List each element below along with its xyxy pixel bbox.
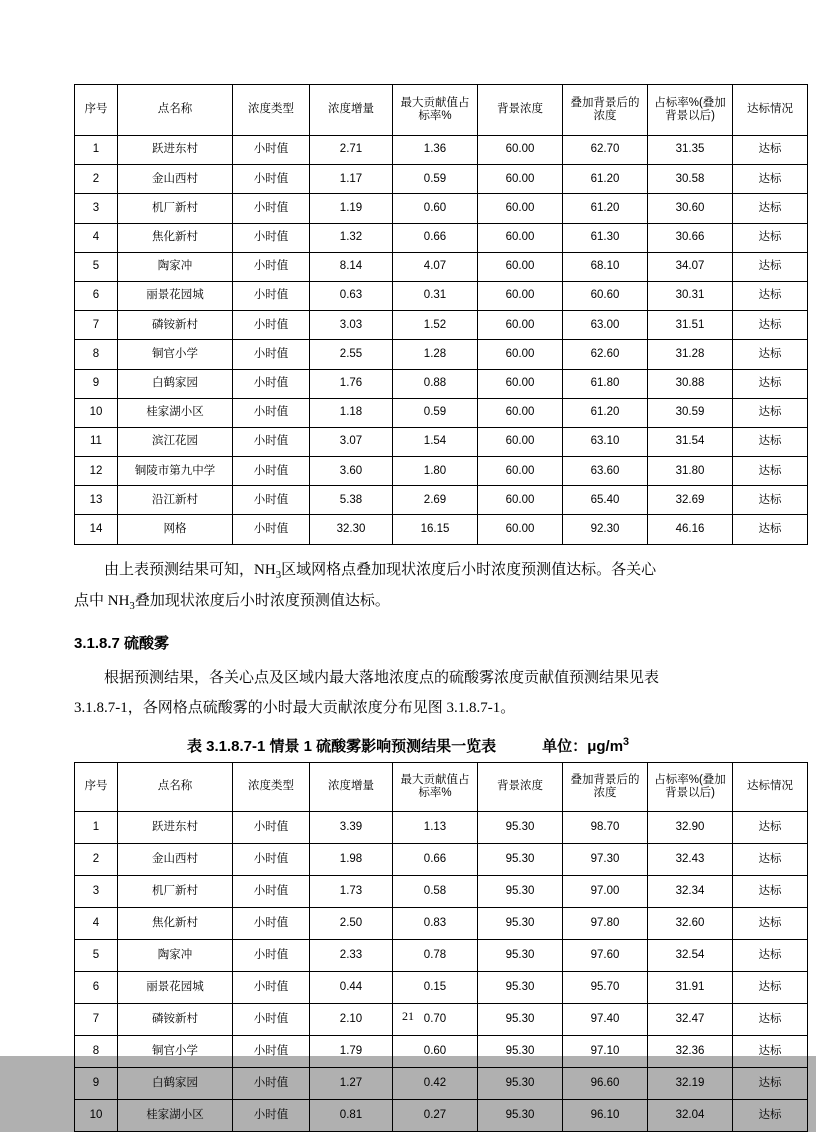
cell-max-contrib-rate: 0.27 (393, 1099, 478, 1131)
cell-background-conc: 95.30 (478, 1099, 563, 1131)
cell-conc-type: 小时值 (233, 875, 310, 907)
table-row (75, 398, 808, 427)
cell-background-conc: 95.30 (478, 875, 563, 907)
cell-compliance: 达标 (733, 515, 808, 544)
paragraph-nh3-conclusion-line2 (74, 586, 742, 618)
cell-standard-rate: 32.54 (648, 939, 733, 971)
cell-sum-conc: 61.20 (563, 194, 648, 223)
cell-standard-rate: 30.88 (648, 369, 733, 398)
cell-background-conc: 60.00 (478, 281, 563, 310)
cell-point-name: 磷铵新村 (118, 1003, 233, 1035)
cell-standard-rate: 31.54 (648, 427, 733, 456)
table-row (75, 281, 808, 310)
cell-sum-conc: 97.60 (563, 939, 648, 971)
text-part-d: 叠加现状浓度后小时浓度预测值达标。 (134, 593, 390, 610)
cell-standard-rate: 30.66 (648, 223, 733, 252)
cell-compliance: 达标 (733, 971, 808, 1003)
table-header (75, 85, 808, 136)
cell-background-conc: 60.00 (478, 340, 563, 369)
table-header-row (75, 762, 808, 811)
cell-seq: 13 (75, 486, 118, 515)
cell-point-name: 网格 (118, 515, 233, 544)
table-row (75, 136, 808, 165)
table-row (75, 369, 808, 398)
cell-max-contrib-rate: 0.88 (393, 369, 478, 398)
cell-seq: 1 (75, 136, 118, 165)
cell-point-name: 机厂新村 (118, 875, 233, 907)
text-part-b: 区域网格点叠加现状浓度后小时浓度预测值达标。各关心 (281, 561, 657, 578)
cell-conc-type: 小时值 (233, 194, 310, 223)
cell-sum-conc: 97.80 (563, 907, 648, 939)
cell-point-name: 沿江新村 (118, 486, 233, 515)
cell-compliance: 达标 (733, 486, 808, 515)
cell-sum-conc: 97.10 (563, 1035, 648, 1067)
cell-standard-rate: 30.60 (648, 194, 733, 223)
cell-background-conc: 60.00 (478, 427, 563, 456)
table2-caption-text: 表 3.1.8.7-1 情景 1 硫酸雾影响预测结果一览表 (186, 737, 497, 755)
cell-conc-increment: 2.33 (310, 939, 393, 971)
cell-point-name: 陶家冲 (118, 252, 233, 281)
cell-standard-rate: 31.51 (648, 311, 733, 340)
cell-max-contrib-rate: 0.60 (393, 1035, 478, 1067)
cell-sum-conc: 63.60 (563, 457, 648, 486)
cell-standard-rate: 46.16 (648, 515, 733, 544)
cell-conc-increment: 8.14 (310, 252, 393, 281)
col-header-point-name: 点名称 (118, 85, 233, 136)
cell-conc-type: 小时值 (233, 340, 310, 369)
cell-standard-rate: 31.28 (648, 340, 733, 369)
cell-point-name: 丽景花园城 (118, 281, 233, 310)
cell-standard-rate: 32.34 (648, 875, 733, 907)
cell-max-contrib-rate: 4.07 (393, 252, 478, 281)
cell-max-contrib-rate: 0.15 (393, 971, 478, 1003)
cell-standard-rate: 30.59 (648, 398, 733, 427)
cell-standard-rate: 30.31 (648, 281, 733, 310)
cell-point-name: 铜陵市第九中学 (118, 457, 233, 486)
cell-point-name: 机厂新村 (118, 194, 233, 223)
cell-seq: 11 (75, 427, 118, 456)
cell-conc-increment: 3.60 (310, 457, 393, 486)
table-row (75, 340, 808, 369)
cell-compliance: 达标 (733, 1099, 808, 1131)
cell-compliance: 达标 (733, 1067, 808, 1099)
cell-max-contrib-rate: 0.59 (393, 165, 478, 194)
cell-max-contrib-rate: 1.36 (393, 136, 478, 165)
table-row (75, 427, 808, 456)
cell-conc-increment: 2.10 (310, 1003, 393, 1035)
table-row (75, 194, 808, 223)
cell-conc-increment: 1.32 (310, 223, 393, 252)
cell-background-conc: 60.00 (478, 398, 563, 427)
col-header-seq: 序号 (75, 762, 118, 811)
cell-standard-rate: 32.04 (648, 1099, 733, 1131)
table-row (75, 971, 808, 1003)
col-header-compliance: 达标情况 (733, 762, 808, 811)
cell-conc-type: 小时值 (233, 939, 310, 971)
cell-compliance: 达标 (733, 1003, 808, 1035)
cell-conc-increment: 3.39 (310, 811, 393, 843)
cell-conc-type: 小时值 (233, 515, 310, 544)
cell-seq: 7 (75, 1003, 118, 1035)
cell-compliance: 达标 (733, 907, 808, 939)
page-number: 21 (402, 1009, 414, 1023)
table-row (75, 907, 808, 939)
cell-conc-type: 小时值 (233, 907, 310, 939)
cell-compliance: 达标 (733, 875, 808, 907)
section-heading-3-1-8-7: 3.1.8.7 硫酸雾 (74, 634, 170, 652)
cell-seq: 14 (75, 515, 118, 544)
col-header-background-conc: 背景浓度 (478, 85, 563, 136)
cell-seq: 10 (75, 398, 118, 427)
cell-conc-type: 小时值 (233, 281, 310, 310)
col-header-point-name: 点名称 (118, 762, 233, 811)
cell-compliance: 达标 (733, 340, 808, 369)
table-nh3-results (74, 84, 808, 545)
cell-seq: 6 (75, 281, 118, 310)
cell-background-conc: 95.30 (478, 1003, 563, 1035)
cell-background-conc: 60.00 (478, 369, 563, 398)
col-header-max-contrib-rate: 最大贡献值占标率% (393, 85, 478, 136)
cell-compliance: 达标 (733, 427, 808, 456)
col-header-conc-increment: 浓度增量 (310, 762, 393, 811)
table2-caption (74, 735, 742, 756)
cell-background-conc: 60.00 (478, 194, 563, 223)
cell-sum-conc: 63.00 (563, 311, 648, 340)
cell-compliance: 达标 (733, 939, 808, 971)
cell-seq: 3 (75, 194, 118, 223)
cell-background-conc: 60.00 (478, 165, 563, 194)
table-row (75, 486, 808, 515)
cell-conc-increment: 1.98 (310, 843, 393, 875)
cell-sum-conc: 61.30 (563, 223, 648, 252)
cell-conc-type: 小时值 (233, 369, 310, 398)
col-header-standard-rate: 占标率%(叠加背景以后) (648, 762, 733, 811)
cell-point-name: 磷铵新村 (118, 311, 233, 340)
cell-conc-increment: 32.30 (310, 515, 393, 544)
cell-compliance: 达标 (733, 457, 808, 486)
cell-max-contrib-rate: 0.59 (393, 398, 478, 427)
cell-max-contrib-rate: 1.54 (393, 427, 478, 456)
table-header-row (75, 85, 808, 136)
table2-unit: 单位：$\mu g/m^3$ (542, 735, 630, 755)
cell-max-contrib-rate: 1.80 (393, 457, 478, 486)
cell-seq: 5 (75, 252, 118, 281)
cell-conc-increment: 3.03 (310, 311, 393, 340)
table-body (75, 811, 808, 1131)
table-header (75, 762, 808, 811)
formula-nh3-sub: 3 (129, 600, 135, 613)
cell-seq: 8 (75, 1035, 118, 1067)
cell-conc-type: 小时值 (233, 1003, 310, 1035)
cell-seq: 9 (75, 369, 118, 398)
cell-max-contrib-rate: 1.52 (393, 311, 478, 340)
col-header-background-conc: 背景浓度 (478, 762, 563, 811)
cell-standard-rate: 32.36 (648, 1035, 733, 1067)
cell-conc-increment: 1.18 (310, 398, 393, 427)
paragraph-nh3-conclusion-line1 (74, 555, 742, 587)
col-header-max-contrib-rate: 最大贡献值占标率% (393, 762, 478, 811)
cell-conc-increment: 1.27 (310, 1067, 393, 1099)
cell-point-name: 桂家湖小区 (118, 1099, 233, 1131)
cell-compliance: 达标 (733, 194, 808, 223)
cell-point-name: 白鹤家园 (118, 1067, 233, 1099)
cell-background-conc: 60.00 (478, 486, 563, 515)
cell-seq: 10 (75, 1099, 118, 1131)
cell-seq: 2 (75, 843, 118, 875)
cell-max-contrib-rate: 0.66 (393, 843, 478, 875)
cell-conc-type: 小时值 (233, 398, 310, 427)
cell-point-name: 跃进东村 (118, 136, 233, 165)
cell-sum-conc: 97.40 (563, 1003, 648, 1035)
cell-conc-type: 小时值 (233, 457, 310, 486)
cell-point-name: 桂家湖小区 (118, 398, 233, 427)
cell-compliance: 达标 (733, 165, 808, 194)
cell-conc-type: 小时值 (233, 311, 310, 340)
cell-sum-conc: 97.30 (563, 843, 648, 875)
cell-point-name: 滨江花园 (118, 427, 233, 456)
col-header-compliance: 达标情况 (733, 85, 808, 136)
cell-standard-rate: 32.60 (648, 907, 733, 939)
cell-background-conc: 95.30 (478, 1035, 563, 1067)
cell-seq: 9 (75, 1067, 118, 1099)
paragraph-sulfuric-intro-line2: 3.1.8.7-1，各网格点硫酸雾的小时最大贡献浓度分布见图 3.1.8.7-1。 (74, 699, 516, 716)
text-part-a: 由上表预测结果可知， (104, 561, 255, 578)
cell-seq: 4 (75, 223, 118, 252)
cell-conc-type: 小时值 (233, 486, 310, 515)
cell-standard-rate: 32.47 (648, 1003, 733, 1035)
cell-conc-type: 小时值 (233, 971, 310, 1003)
cell-background-conc: 95.30 (478, 907, 563, 939)
cell-point-name: 焦化新村 (118, 907, 233, 939)
table-row (75, 843, 808, 875)
cell-compliance: 达标 (733, 811, 808, 843)
cell-sum-conc: 60.60 (563, 281, 648, 310)
cell-point-name: 白鹤家园 (118, 369, 233, 398)
paragraph-sulfuric-intro-line1: 根据预测结果，各关心点及区域内最大落地浓度点的硫酸雾浓度贡献值预测结果见表 (104, 669, 660, 686)
formula-nh3: $NH_3$ (254, 561, 282, 581)
table-row (75, 1067, 808, 1099)
table-row (75, 515, 808, 544)
col-header-conc-increment: 浓度增量 (310, 85, 393, 136)
cell-standard-rate: 32.90 (648, 811, 733, 843)
cell-conc-type: 小时值 (233, 843, 310, 875)
table-row (75, 1035, 808, 1067)
cell-standard-rate: 31.91 (648, 971, 733, 1003)
cell-max-contrib-rate: 0.66 (393, 223, 478, 252)
cell-point-name: 金山西村 (118, 165, 233, 194)
cell-compliance: 达标 (733, 136, 808, 165)
cell-conc-type: 小时值 (233, 1035, 310, 1067)
cell-sum-conc: 61.80 (563, 369, 648, 398)
cell-standard-rate: 32.69 (648, 486, 733, 515)
cell-sum-conc: 97.00 (563, 875, 648, 907)
cell-conc-increment: 0.44 (310, 971, 393, 1003)
cell-conc-type: 小时值 (233, 427, 310, 456)
cell-max-contrib-rate: 1.13 (393, 811, 478, 843)
cell-conc-increment: 2.71 (310, 136, 393, 165)
cell-standard-rate: 31.80 (648, 457, 733, 486)
cell-conc-type: 小时值 (233, 136, 310, 165)
cell-conc-increment: 2.55 (310, 340, 393, 369)
table-body (75, 136, 808, 545)
cell-point-name: 铜官小学 (118, 340, 233, 369)
cell-conc-increment: 1.19 (310, 194, 393, 223)
cell-sum-conc: 61.20 (563, 165, 648, 194)
cell-max-contrib-rate: 16.15 (393, 515, 478, 544)
cell-standard-rate: 32.43 (648, 843, 733, 875)
cell-point-name: 丽景花园城 (118, 971, 233, 1003)
cell-compliance: 达标 (733, 1035, 808, 1067)
cell-compliance: 达标 (733, 281, 808, 310)
cell-conc-increment: 1.73 (310, 875, 393, 907)
cell-seq: 4 (75, 907, 118, 939)
cell-conc-type: 小时值 (233, 1067, 310, 1099)
table-row (75, 875, 808, 907)
text-part-c: 点中 NH (74, 593, 130, 610)
cell-compliance: 达标 (733, 369, 808, 398)
cell-max-contrib-rate: 0.78 (393, 939, 478, 971)
cell-standard-rate: 31.35 (648, 136, 733, 165)
table-sulfuric-results (74, 762, 808, 1132)
cell-sum-conc: 63.10 (563, 427, 648, 456)
cell-seq: 3 (75, 875, 118, 907)
cell-point-name: 陶家冲 (118, 939, 233, 971)
cell-background-conc: 95.30 (478, 843, 563, 875)
cell-max-contrib-rate: 2.69 (393, 486, 478, 515)
cell-seq: 12 (75, 457, 118, 486)
cell-max-contrib-rate: 1.28 (393, 340, 478, 369)
cell-seq: 1 (75, 811, 118, 843)
cell-sum-conc: 92.30 (563, 515, 648, 544)
cell-sum-conc: 98.70 (563, 811, 648, 843)
cell-conc-type: 小时值 (233, 165, 310, 194)
cell-background-conc: 60.00 (478, 457, 563, 486)
cell-compliance: 达标 (733, 223, 808, 252)
cell-max-contrib-rate: 0.31 (393, 281, 478, 310)
cell-conc-type: 小时值 (233, 223, 310, 252)
cell-standard-rate: 32.19 (648, 1067, 733, 1099)
cell-conc-increment: 5.38 (310, 486, 393, 515)
cell-sum-conc: 61.20 (563, 398, 648, 427)
cell-compliance: 达标 (733, 843, 808, 875)
cell-conc-type: 小时值 (233, 1099, 310, 1131)
table-row (75, 811, 808, 843)
table-row (75, 457, 808, 486)
cell-point-name: 金山西村 (118, 843, 233, 875)
cell-conc-increment: 0.81 (310, 1099, 393, 1131)
col-header-sum-conc: 叠加背景后的浓度 (563, 762, 648, 811)
cell-conc-increment: 1.79 (310, 1035, 393, 1067)
cell-background-conc: 95.30 (478, 811, 563, 843)
table-row (75, 223, 808, 252)
cell-conc-increment: 2.50 (310, 907, 393, 939)
cell-conc-type: 小时值 (233, 811, 310, 843)
cell-seq: 2 (75, 165, 118, 194)
cell-conc-increment: 1.76 (310, 369, 393, 398)
cell-max-contrib-rate: 0.58 (393, 875, 478, 907)
cell-background-conc: 95.30 (478, 939, 563, 971)
cell-seq: 5 (75, 939, 118, 971)
cell-seq: 8 (75, 340, 118, 369)
cell-compliance: 达标 (733, 398, 808, 427)
col-header-standard-rate: 占标率%(叠加背景以后) (648, 85, 733, 136)
cell-max-contrib-rate: 0.60 (393, 194, 478, 223)
cell-max-contrib-rate: 0.83 (393, 907, 478, 939)
cell-background-conc: 95.30 (478, 1067, 563, 1099)
cell-sum-conc: 95.70 (563, 971, 648, 1003)
table-row (75, 252, 808, 281)
cell-background-conc: 60.00 (478, 515, 563, 544)
cell-seq: 6 (75, 971, 118, 1003)
cell-background-conc: 60.00 (478, 311, 563, 340)
cell-sum-conc: 96.60 (563, 1067, 648, 1099)
cell-background-conc: 60.00 (478, 252, 563, 281)
cell-point-name: 跃进东村 (118, 811, 233, 843)
cell-conc-increment: 1.17 (310, 165, 393, 194)
cell-background-conc: 60.00 (478, 223, 563, 252)
table-row (75, 165, 808, 194)
col-header-seq: 序号 (75, 85, 118, 136)
cell-point-name: 铜官小学 (118, 1035, 233, 1067)
table-row (75, 1099, 808, 1131)
cell-background-conc: 95.30 (478, 971, 563, 1003)
cell-sum-conc: 65.40 (563, 486, 648, 515)
cell-compliance: 达标 (733, 311, 808, 340)
cell-seq: 7 (75, 311, 118, 340)
cell-sum-conc: 96.10 (563, 1099, 648, 1131)
cell-sum-conc: 62.60 (563, 340, 648, 369)
col-header-conc-type: 浓度类型 (233, 85, 310, 136)
cell-conc-increment: 3.07 (310, 427, 393, 456)
cell-point-name: 焦化新村 (118, 223, 233, 252)
cell-sum-conc: 68.10 (563, 252, 648, 281)
cell-standard-rate: 34.07 (648, 252, 733, 281)
cell-conc-type: 小时值 (233, 252, 310, 281)
table-row (75, 939, 808, 971)
cell-max-contrib-rate: 0.42 (393, 1067, 478, 1099)
cell-sum-conc: 62.70 (563, 136, 648, 165)
cell-conc-increment: 0.63 (310, 281, 393, 310)
cell-background-conc: 60.00 (478, 136, 563, 165)
cell-compliance: 达标 (733, 252, 808, 281)
cell-max-contrib-rate: 0.70 (393, 1003, 478, 1035)
col-header-conc-type: 浓度类型 (233, 762, 310, 811)
table-row (75, 311, 808, 340)
col-header-sum-conc: 叠加背景后的浓度 (563, 85, 648, 136)
cell-standard-rate: 30.58 (648, 165, 733, 194)
